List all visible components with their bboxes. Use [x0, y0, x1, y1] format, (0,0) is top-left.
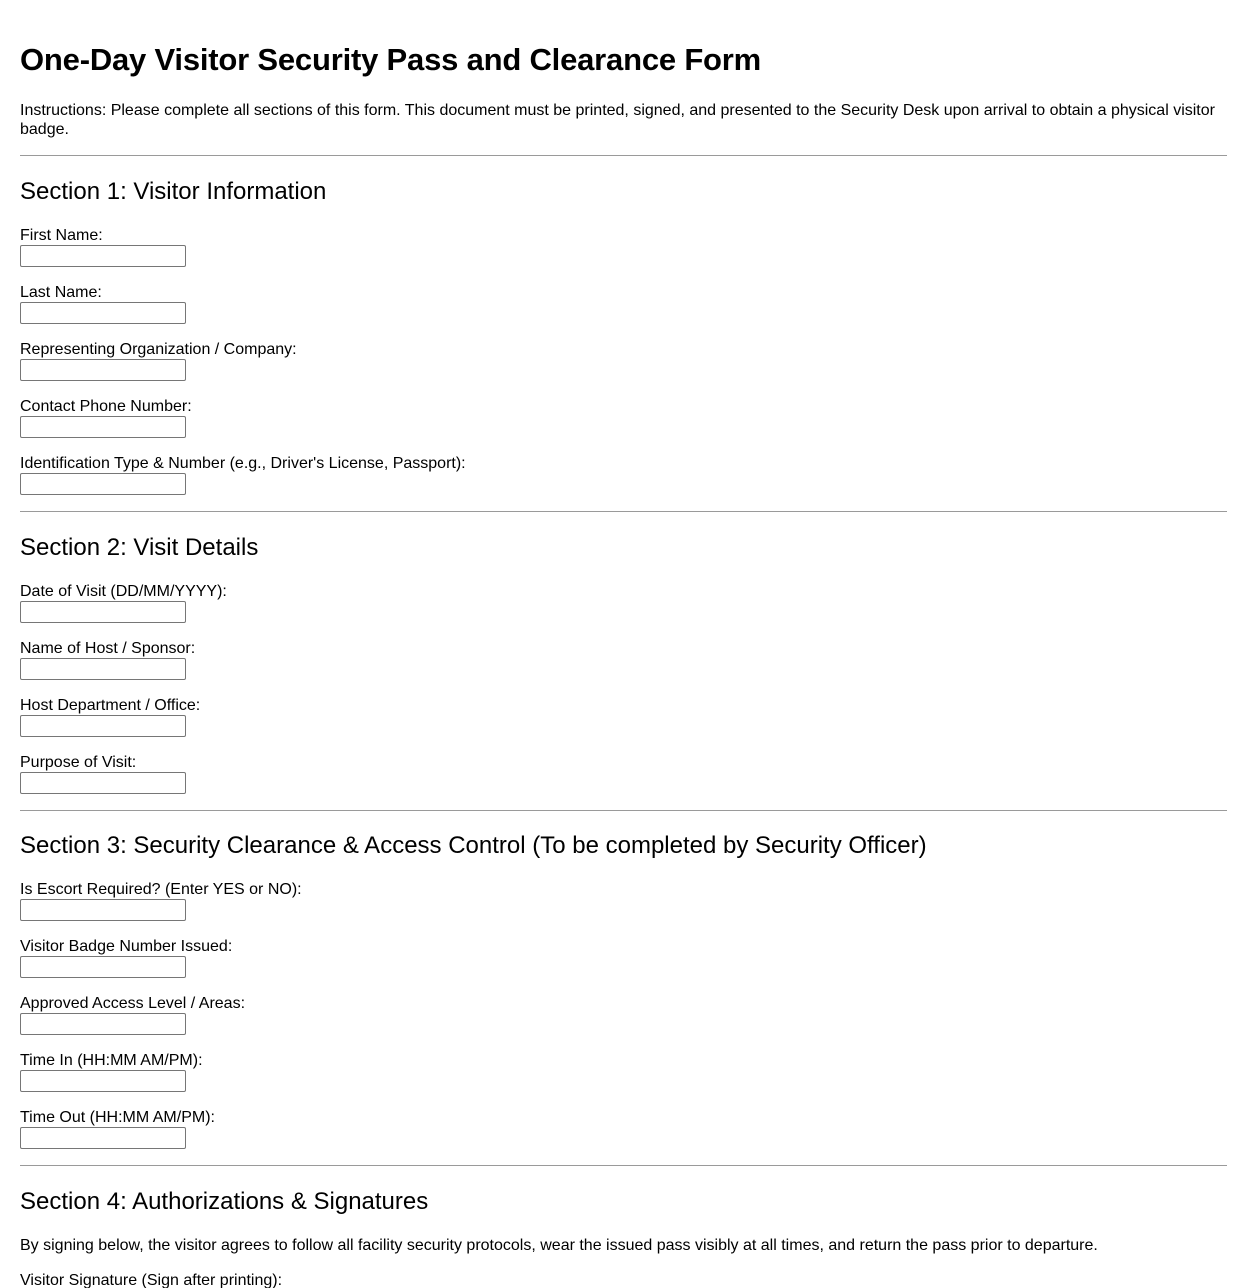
section-divider	[20, 810, 1227, 811]
visit-date-label: Date of Visit (DD/MM/YYYY):	[20, 583, 227, 600]
host-name-label: Name of Host / Sponsor:	[20, 640, 196, 657]
phone-input[interactable]	[20, 416, 186, 438]
access-level-label: Approved Access Level / Areas:	[20, 995, 246, 1012]
phone-label: Contact Phone Number:	[20, 398, 192, 415]
first-name-input[interactable]	[20, 245, 186, 267]
visit-purpose-input[interactable]	[20, 772, 186, 794]
time-in-label: Time In (HH:MM AM/PM):	[20, 1052, 203, 1069]
section-3-heading: Section 3: Security Clearance & Access Control (To be completed by Security Officer)	[20, 832, 927, 859]
badge-number-input[interactable]	[20, 956, 186, 978]
section-divider	[20, 511, 1227, 512]
form-title: One-Day Visitor Security Pass and Clearance Form	[20, 42, 762, 77]
host-department-input[interactable]	[20, 715, 186, 737]
time-out-input[interactable]	[20, 1127, 186, 1149]
form-instructions: Instructions: Please complete all sections of this form. This document must be printed, signed, and presented to the Security Desk upon arrival to obtain a physical visitor badge.	[20, 102, 1215, 138]
last-name-input[interactable]	[20, 302, 186, 324]
organization-input[interactable]	[20, 359, 186, 381]
visit-date-input[interactable]	[20, 601, 186, 623]
section-1-heading: Section 1: Visitor Information	[20, 178, 327, 205]
host-name-input[interactable]	[20, 658, 186, 680]
visitor-signature-label: Visitor Signature (Sign after printing):	[20, 1272, 283, 1288]
escort-required-label: Is Escort Required? (Enter YES or NO):	[20, 881, 302, 898]
signature-agreement-text: By signing below, the visitor agrees to follow all facility security protocols, wear the issued pass visibly at all times, and return the pass prior to departure.	[20, 1237, 1098, 1254]
visit-purpose-label: Purpose of Visit:	[20, 754, 137, 771]
access-level-input[interactable]	[20, 1013, 186, 1035]
host-department-label: Host Department / Office:	[20, 697, 201, 714]
time-in-input[interactable]	[20, 1070, 186, 1092]
badge-number-label: Visitor Badge Number Issued:	[20, 938, 233, 955]
escort-required-input[interactable]	[20, 899, 186, 921]
first-name-label: First Name:	[20, 227, 103, 244]
section-2-heading: Section 2: Visit Details	[20, 534, 259, 561]
section-divider	[20, 1165, 1227, 1166]
organization-label: Representing Organization / Company:	[20, 341, 297, 358]
identification-input[interactable]	[20, 473, 186, 495]
section-4-heading: Section 4: Authorizations & Signatures	[20, 1188, 429, 1215]
identification-label: Identification Type & Number (e.g., Driver's License, Passport):	[20, 455, 466, 472]
section-divider	[20, 155, 1227, 156]
last-name-label: Last Name:	[20, 284, 102, 301]
time-out-label: Time Out (HH:MM AM/PM):	[20, 1109, 215, 1126]
